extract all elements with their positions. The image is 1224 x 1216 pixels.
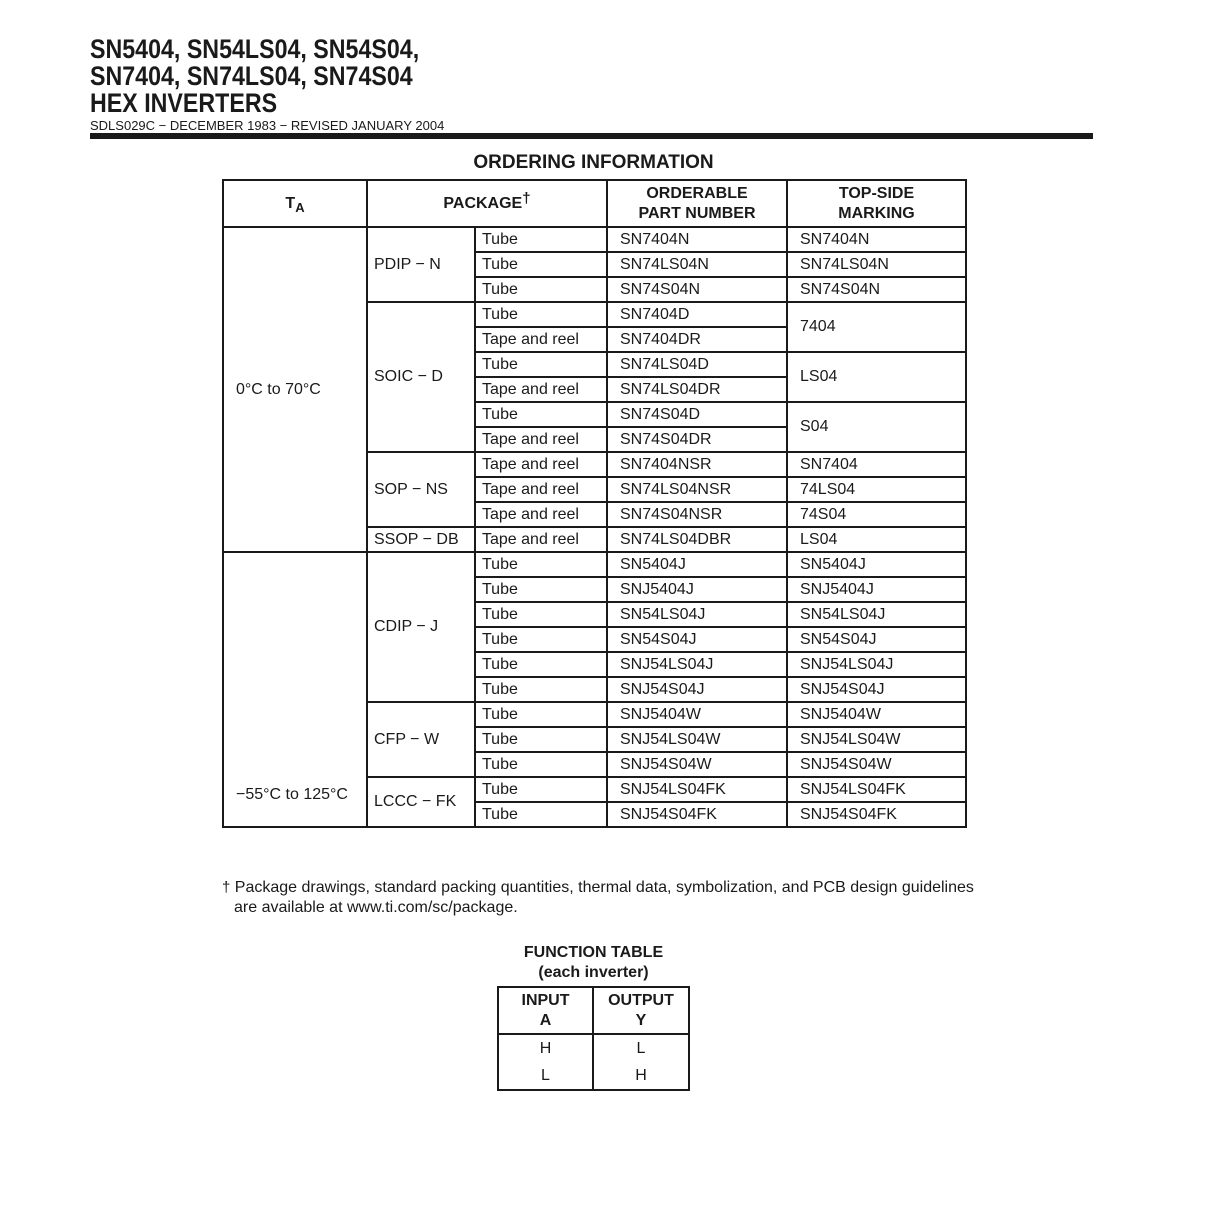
pack-type: Tube (475, 652, 607, 677)
marking: 74LS04 (787, 477, 966, 502)
pack-type: Tube (475, 352, 607, 377)
ordering-header-row (223, 180, 966, 227)
marking: LS04 (787, 352, 966, 402)
marking: SN5404J (787, 552, 966, 577)
package-footnote: † Package drawings, standard packing quantities, thermal data, symbolization, and PCB design guidelines are available at www.ti.com/sc/package. (222, 879, 974, 916)
part-number: SNJ54S04J (607, 677, 787, 702)
part-number: SN74S04DR (607, 427, 787, 452)
marking: SNJ54S04J (787, 677, 966, 702)
package-cell: LCCC − FK (367, 777, 475, 827)
marking: SNJ54LS04J (787, 652, 966, 677)
part-number: SN74LS04DBR (607, 527, 787, 552)
marking: SNJ54S04FK (787, 802, 966, 827)
pack-type: Tape and reel (475, 427, 607, 452)
pack-type: Tape and reel (475, 377, 607, 402)
marking: LS04 (787, 527, 966, 552)
header-input: INPUT A (498, 987, 593, 1034)
part-number: SN74S04N (607, 277, 787, 302)
document-header (90, 36, 473, 133)
header-marking: TOP-SIDE MARKING (787, 180, 966, 227)
marking: 74S04 (787, 502, 966, 527)
pack-type: Tube (475, 577, 607, 602)
pack-type: Tube (475, 752, 607, 777)
pack-type: Tube (475, 552, 607, 577)
marking: SN7404N (787, 227, 966, 252)
pack-type: Tape and reel (475, 327, 607, 352)
part-number: SN74LS04N (607, 252, 787, 277)
pack-type: Tube (475, 702, 607, 727)
ordering-title: ORDERING INFORMATION (473, 152, 714, 173)
ta-range: −55°C to 125°C (223, 552, 367, 827)
pack-type: Tube (475, 302, 607, 327)
part-number: SNJ54S04FK (607, 802, 787, 827)
input-value: H (498, 1034, 593, 1062)
part-number: SN74LS04NSR (607, 477, 787, 502)
output-value: H (593, 1062, 689, 1090)
document-revision: SDLS029C − DECEMBER 1983 − REVISED JANUARY 2004 (90, 118, 445, 133)
part-number: SNJ54LS04FK (607, 777, 787, 802)
part-number: SNJ54S04W (607, 752, 787, 777)
part-number: SN74LS04DR (607, 377, 787, 402)
pack-type: Tube (475, 677, 607, 702)
part-number: SNJ5404W (607, 702, 787, 727)
header-ta: $T_A$ (223, 180, 367, 227)
header-rule (90, 133, 1093, 139)
marking: SN74S04N (787, 277, 966, 302)
output-value: L (593, 1034, 689, 1062)
marking: 7404 (787, 302, 966, 352)
part-number: SN54LS04J (607, 602, 787, 627)
part-numbers-line-1: SN5404, SN54LS04, SN54S04, (90, 34, 420, 64)
pack-type: Tube (475, 777, 607, 802)
function-header-row (498, 987, 689, 1034)
part-number: SN74S04D (607, 402, 787, 427)
marking: SNJ54LS04FK (787, 777, 966, 802)
marking: SN54S04J (787, 627, 966, 652)
part-number: SN54S04J (607, 627, 787, 652)
part-number: SN74LS04D (607, 352, 787, 377)
pack-type: Tube (475, 227, 607, 252)
table-row (223, 552, 966, 577)
marking: SNJ5404W (787, 702, 966, 727)
package-cell: CFP − W (367, 702, 475, 777)
part-number: SNJ5404J (607, 577, 787, 602)
package-cell: SOP − NS (367, 452, 475, 527)
pack-type: Tube (475, 602, 607, 627)
table-row (223, 227, 966, 252)
pack-type: Tube (475, 802, 607, 827)
device-title: HEX INVERTERS (90, 88, 278, 118)
part-number: SN7404D (607, 302, 787, 327)
table-row (498, 1062, 689, 1090)
pack-type: Tape and reel (475, 452, 607, 477)
pack-type: Tube (475, 252, 607, 277)
pack-type: Tape and reel (475, 477, 607, 502)
marking: SNJ5404J (787, 577, 966, 602)
marking: SN54LS04J (787, 602, 966, 627)
header-output: OUTPUT Y (593, 987, 689, 1034)
package-cell: PDIP − N (367, 227, 475, 302)
part-number: SN7404N (607, 227, 787, 252)
pack-type: Tape and reel (475, 502, 607, 527)
part-number: SN7404NSR (607, 452, 787, 477)
part-number: SN5404J (607, 552, 787, 577)
pack-type: Tube (475, 727, 607, 752)
function-table-title: FUNCTION TABLE (each inverter) (523, 944, 664, 981)
ta-range: 0°C to 70°C (223, 227, 367, 552)
pack-type: Tube (475, 627, 607, 652)
marking: SN7404 (787, 452, 966, 477)
table-row (498, 1034, 689, 1062)
part-numbers-line-2: SN7404, SN74LS04, SN74S04 (90, 61, 413, 91)
marking: SNJ54LS04W (787, 727, 966, 752)
marking: SNJ54S04W (787, 752, 966, 777)
marking: SN74LS04N (787, 252, 966, 277)
pack-type: Tube (475, 402, 607, 427)
pack-type: Tube (475, 277, 607, 302)
ordering-table (222, 179, 967, 828)
header-package: PACKAGE† (367, 180, 607, 227)
footnote-line-1: Package drawings, standard packing quantities, thermal data, symbolization, and PCB design guidelines (234, 879, 974, 896)
footnote-line-2: are available at www.ti.com/sc/package. (234, 899, 518, 916)
package-cell: SOIC − D (367, 302, 475, 452)
pack-type: Tape and reel (475, 527, 607, 552)
input-value: L (498, 1062, 593, 1090)
marking: S04 (787, 402, 966, 452)
part-number: SN74S04NSR (607, 502, 787, 527)
package-cell: SSOP − DB (367, 527, 475, 552)
package-cell: CDIP − J (367, 552, 475, 702)
part-number: SNJ54LS04W (607, 727, 787, 752)
header-orderable: ORDERABLE PART NUMBER (607, 180, 787, 227)
part-number: SNJ54LS04J (607, 652, 787, 677)
part-number: SN7404DR (607, 327, 787, 352)
function-table (497, 986, 690, 1091)
